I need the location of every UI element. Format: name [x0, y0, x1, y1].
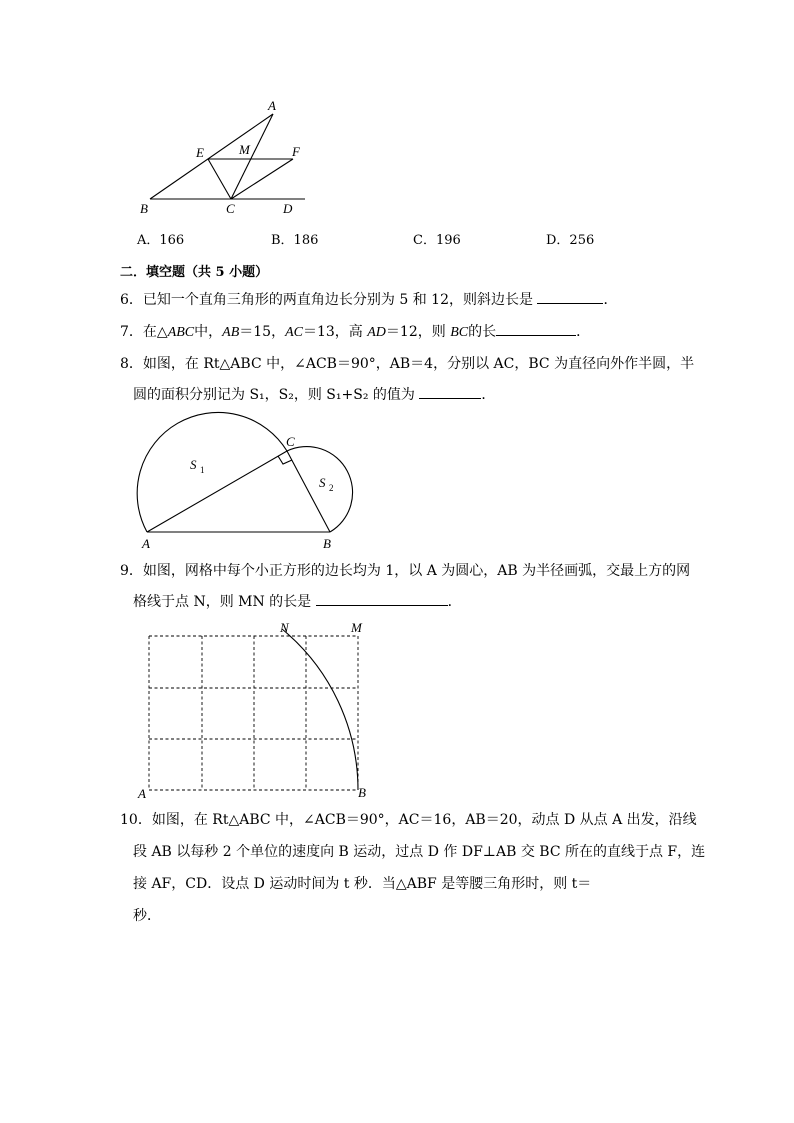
q7-text-2: 中，: [194, 324, 223, 340]
q10-number: 10．: [120, 812, 152, 828]
q6-end: ．: [603, 292, 618, 308]
option-a[interactable]: A．166: [137, 233, 185, 248]
q7-abc: ABC: [167, 325, 195, 340]
label-b: B: [323, 536, 331, 551]
q10-text-3: 接 AF，CD．设点 D 运动时间为 t 秒．当△ABF 是等腰三角形时，则 t＝: [133, 876, 592, 892]
q9-number: 9．: [120, 563, 143, 579]
q7-ad: AD: [367, 325, 386, 340]
q9-text-1: 如图，网格中每个小正方形的边长均为 1，以 A 为圆心，AB 为半径画弧，交最上方的网: [142, 563, 691, 579]
option-c[interactable]: C．196: [413, 233, 461, 248]
figure-q8: [130, 418, 370, 554]
q10-text-1: 如图，在 Rt△ABC 中，∠ACB＝90°，AC＝16，AB＝20，动点 D 从点 A 出发，沿线: [151, 812, 697, 828]
q6-number: 6．: [120, 292, 143, 308]
question-8-line-2: [133, 385, 495, 404]
semicircle-s1: [137, 412, 287, 532]
label-m: M: [239, 142, 250, 157]
question-9-line-2: [133, 592, 462, 611]
line-ac: [231, 114, 273, 199]
q7-text-6: 的长: [468, 324, 497, 340]
label-s2: S: [319, 475, 326, 490]
option-d[interactable]: D．256: [546, 233, 595, 248]
question-9-line-1: [120, 562, 690, 580]
q8-text-1: 如图，在 Rt△ABC 中，∠ACB＝90°，AB＝4，分别以 AC，BC 为直径向外作半圆，半: [142, 356, 695, 372]
q7-text-3: ＝15，: [239, 324, 286, 340]
q7-number: 7．: [120, 324, 143, 340]
label-c: C: [286, 434, 295, 449]
q9-text-2: 格线于点 N，则 MN 的长是: [133, 594, 312, 610]
label-b: B: [358, 785, 366, 800]
label-s2-subscript: 2: [329, 483, 334, 493]
q6-answer-blank[interactable]: [537, 290, 603, 304]
segment-ac: [147, 451, 287, 532]
question-6: [120, 290, 617, 309]
label-s1: S: [190, 457, 197, 472]
q7-ac: AC: [285, 325, 303, 340]
section-title: 二．填空题（共 5 小题）: [120, 265, 269, 280]
question-10-line-4: [133, 907, 161, 925]
question-10-line-2: [133, 843, 705, 861]
question-10-line-3: [133, 875, 591, 893]
q10-text-4: 秒．: [133, 908, 161, 924]
label-b: B: [140, 201, 148, 216]
q10-text-2: 段 AB 以每秒 2 个单位的速度向 B 运动，过点 D 作 DF⊥AB 交 BC 所在的直线于点 F，连: [133, 844, 706, 860]
q8-text-2: 圆的面积分别记为 S₁，S₂，则 S₁+S₂ 的值为: [133, 387, 415, 403]
q8-answer-blank[interactable]: [419, 385, 481, 399]
line-ec: [208, 159, 231, 199]
q7-bc: BC: [450, 325, 469, 340]
q7-answer-blank[interactable]: [496, 322, 576, 336]
question-10-line-1: [120, 811, 697, 829]
q8-number: 8．: [120, 356, 143, 372]
label-a: A: [142, 536, 150, 551]
figure-q9: [132, 618, 382, 803]
label-c: C: [226, 201, 235, 216]
label-a: A: [138, 786, 146, 801]
q7-text-4: ＝13，高: [302, 324, 368, 340]
label-e: E: [196, 145, 204, 160]
q7-text-1: 在△: [142, 324, 168, 340]
q8-end: ．: [481, 387, 496, 403]
label-a: A: [268, 98, 276, 113]
question-8-line-1: [120, 355, 694, 373]
option-b[interactable]: B．186: [271, 233, 319, 248]
question-7: [120, 322, 590, 342]
q7-end: ．: [576, 324, 591, 340]
q7-text-5: ＝12，则: [385, 324, 451, 340]
label-n: N: [280, 620, 289, 635]
q6-text: 已知一个直角三角形的两直角边长分别为 5 和 12，则斜边长是: [142, 292, 533, 308]
label-m: M: [351, 620, 362, 635]
label-f: F: [292, 144, 300, 159]
figure-q5: [130, 95, 320, 225]
segment-cb: [287, 451, 330, 532]
label-s1-subscript: 1: [200, 465, 205, 475]
label-d: D: [283, 201, 293, 216]
q9-end: ．: [447, 594, 462, 610]
q7-ab: AB: [222, 325, 240, 340]
q9-answer-blank[interactable]: [316, 592, 448, 606]
arc-bn: [282, 629, 358, 790]
line-ba: [150, 114, 273, 199]
